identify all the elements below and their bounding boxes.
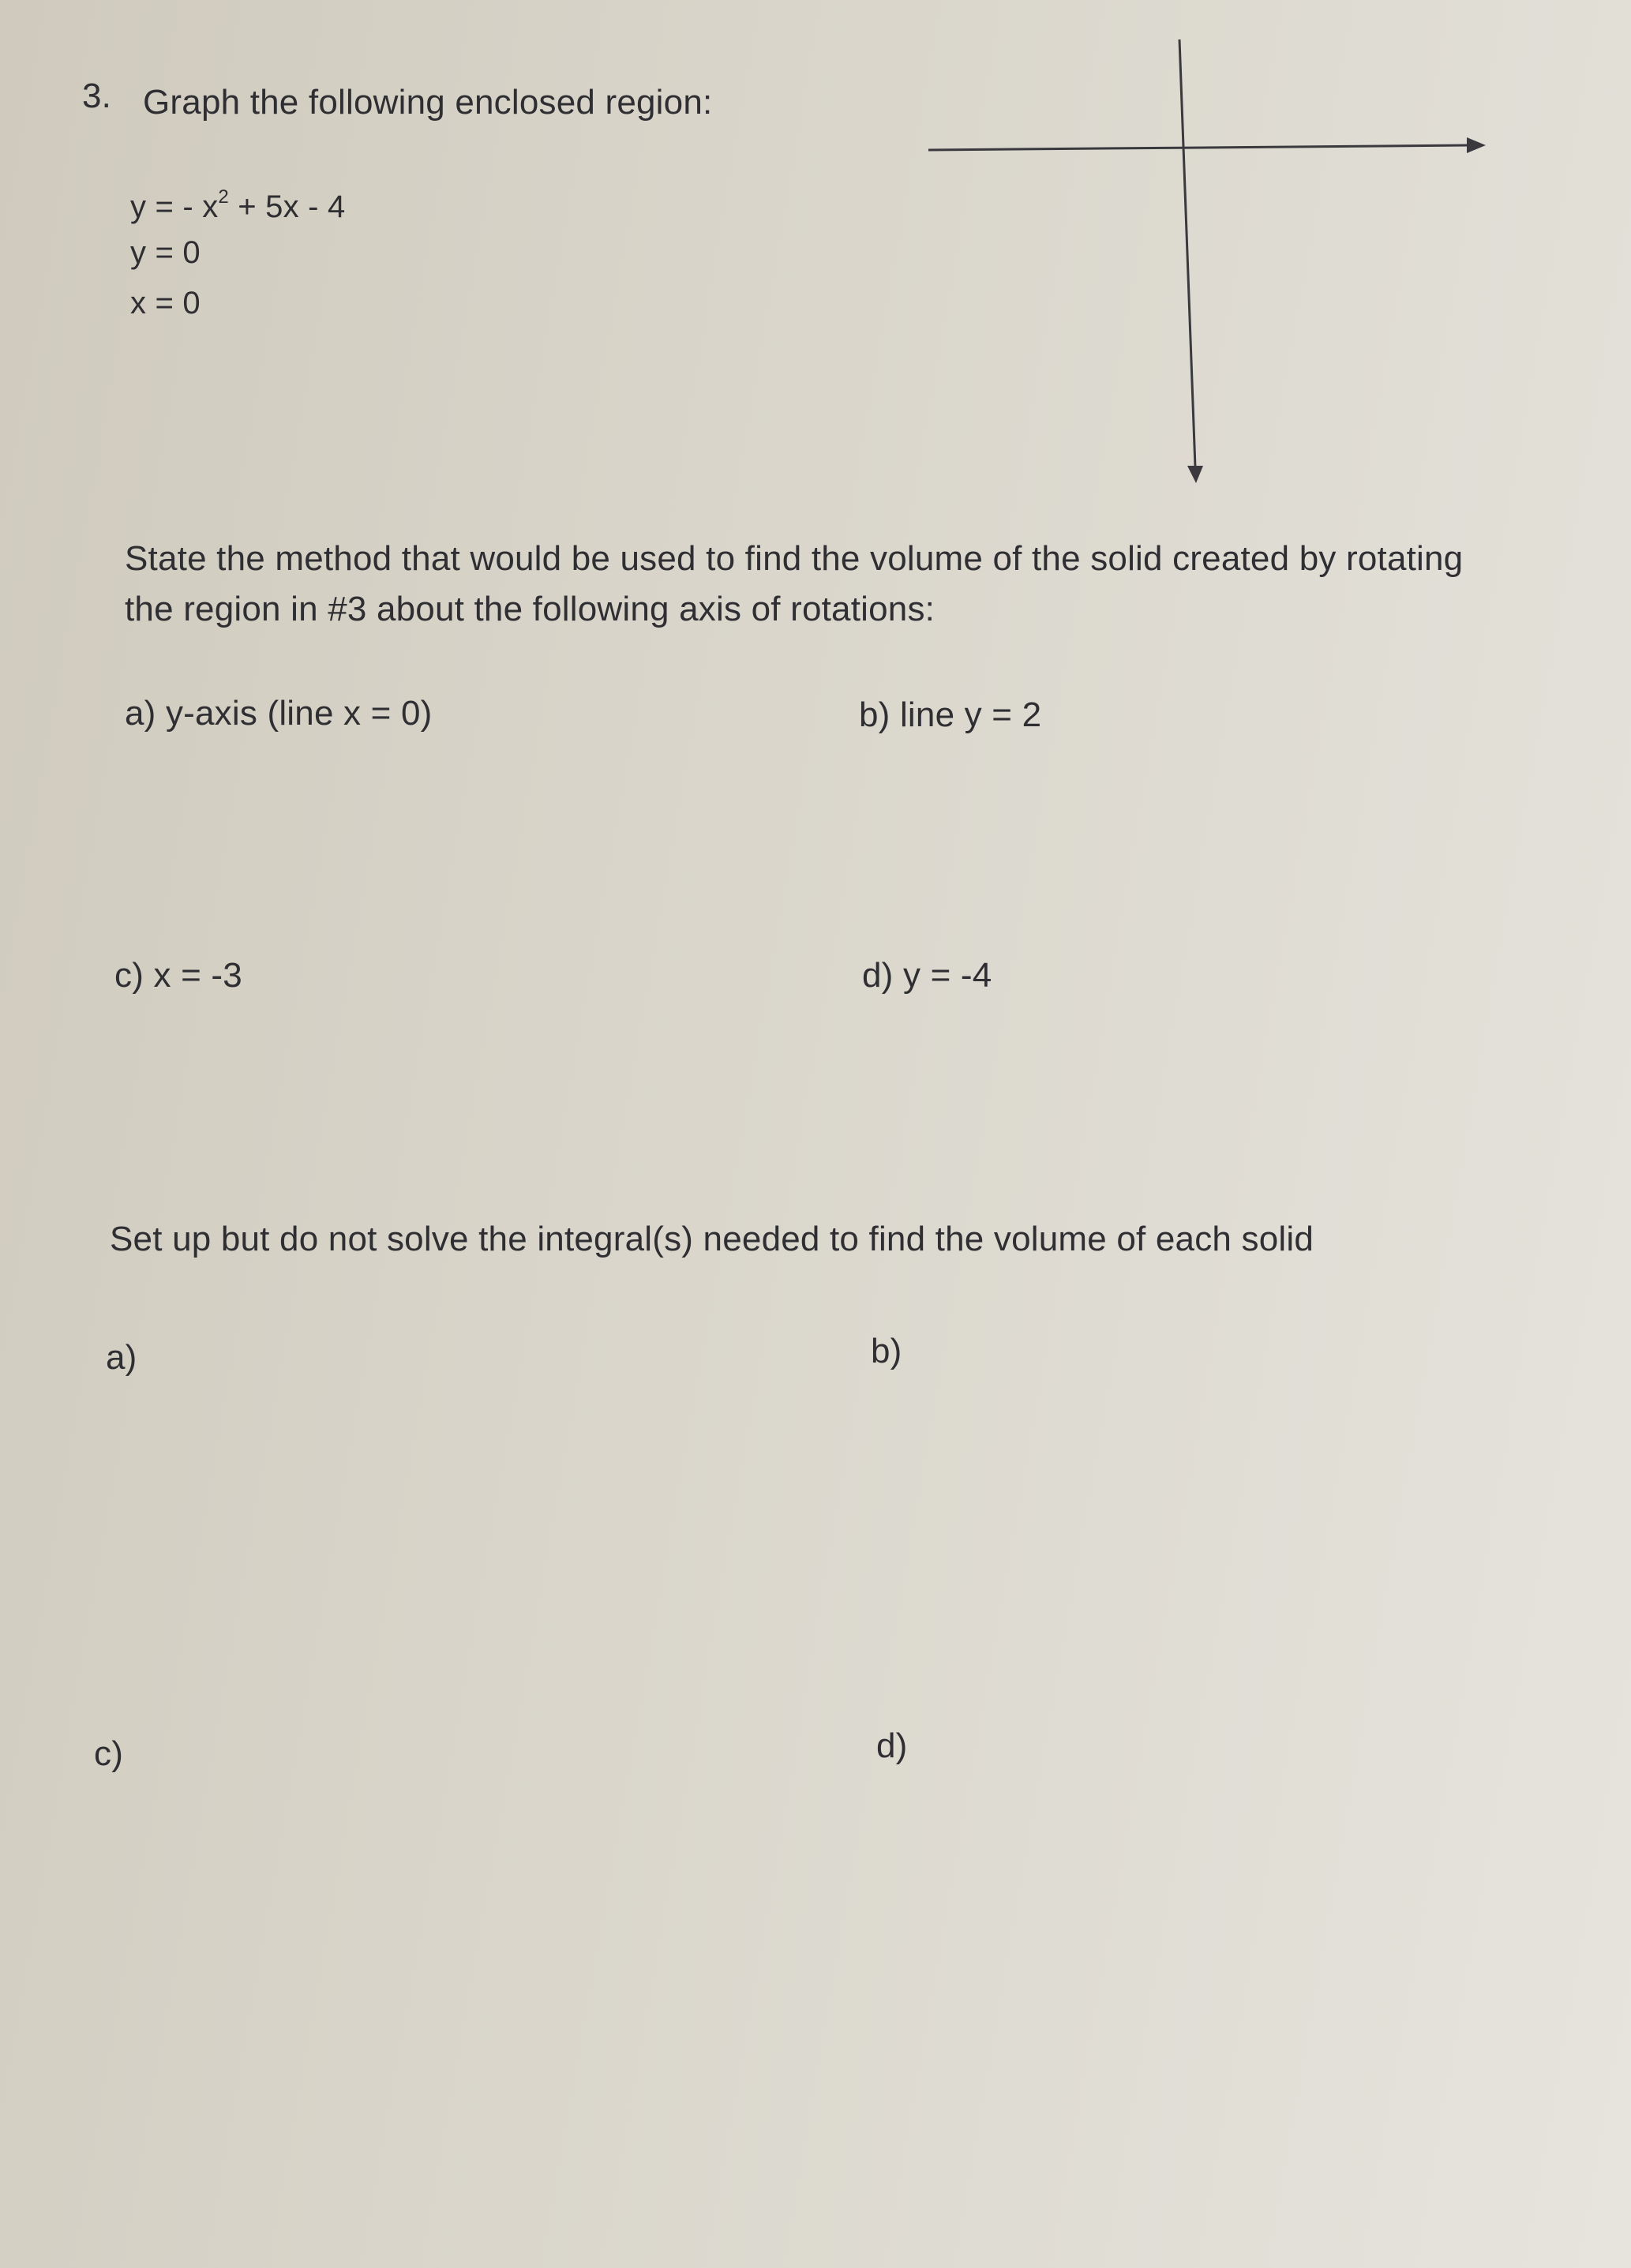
problem-title: Graph the following enclosed region: xyxy=(143,83,713,122)
methods-prompt-line1: State the method that would be used to find the volume of the solid created by rotating xyxy=(125,539,1464,578)
y-axis xyxy=(1179,39,1203,483)
integral-item-c: c) xyxy=(94,1734,124,1773)
equation-x-zero: x = 0 xyxy=(130,286,201,321)
problem-number: 3. xyxy=(82,77,112,115)
integral-item-a: a) xyxy=(106,1338,137,1377)
coordinate-axes xyxy=(916,32,1492,489)
y-axis-arrow-icon xyxy=(1187,466,1203,483)
method-item-b: b) line y = 2 xyxy=(859,695,1042,734)
equation-exponent: 2 xyxy=(218,186,229,208)
integrals-prompt: Set up but do not solve the integral(s) needed to find the volume of each solid xyxy=(110,1220,1314,1258)
method-item-c: c) x = -3 xyxy=(114,956,242,995)
equation-parabola xyxy=(130,186,346,224)
x-axis xyxy=(928,137,1486,153)
method-item-d: d) y = -4 xyxy=(862,956,992,995)
equation-y-zero: y = 0 xyxy=(130,235,201,270)
method-item-a: a) y-axis (line x = 0) xyxy=(125,694,433,733)
methods-prompt-line2: the region in #3 about the following axis of rotations: xyxy=(125,590,935,628)
x-axis-arrow-icon xyxy=(1467,137,1486,153)
integral-item-d: d) xyxy=(876,1726,908,1765)
equation-lhs: y = - x xyxy=(130,189,219,224)
integral-item-b: b) xyxy=(871,1332,902,1370)
equation-rhs: + 5x - 4 xyxy=(228,189,346,224)
